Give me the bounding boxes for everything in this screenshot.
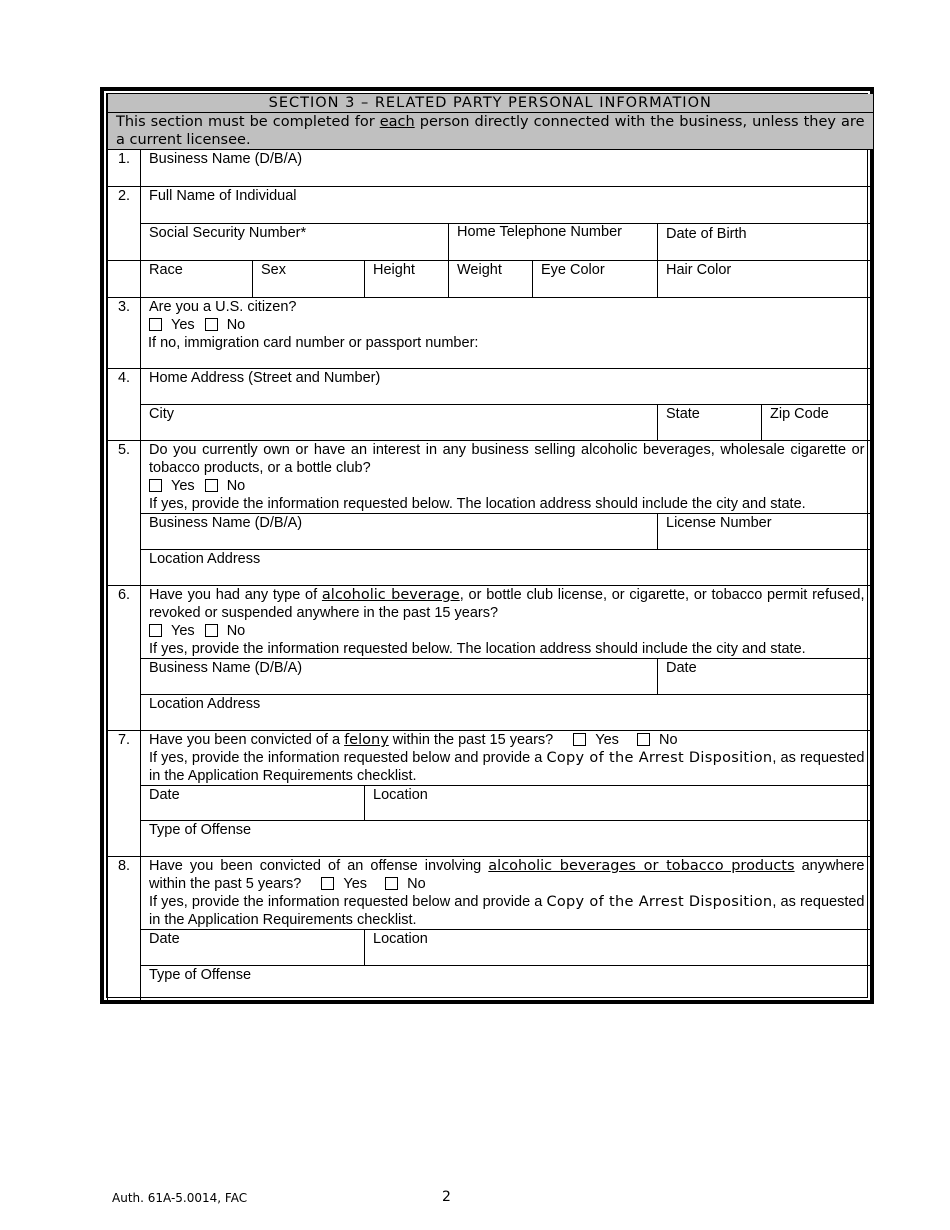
q8-yes-option[interactable] <box>321 875 367 893</box>
q6-number: 6. <box>108 586 141 731</box>
q5-question-block <box>141 441 873 514</box>
immigration-number-field[interactable]: If no, immigration card number or passport number: <box>148 335 479 351</box>
form-inner-border <box>106 93 868 998</box>
eye-color-field[interactable]: Eye Color <box>533 261 658 298</box>
q8-yes-checkbox[interactable] <box>321 877 334 890</box>
q5-yes-checkbox[interactable] <box>149 479 162 492</box>
q7-no-checkbox[interactable] <box>637 733 650 746</box>
sex-field[interactable]: Sex <box>253 261 365 298</box>
q7-no-label: No <box>658 732 678 748</box>
citizenship-question <box>141 298 873 369</box>
q6-question-emphasis: alcoholic beverage <box>321 587 460 603</box>
section-desc-text: This section must be completed for <box>116 114 380 130</box>
q7-yes-option[interactable] <box>573 731 619 749</box>
q8-location-field[interactable]: Location <box>365 930 873 966</box>
q7-date-field[interactable]: Date <box>141 786 365 821</box>
q7-question-line <box>149 731 865 749</box>
dob-field[interactable] <box>658 224 873 261</box>
city-field[interactable]: City <box>141 405 658 441</box>
q5-followup: If yes, provide the information requested below. The location address should include the city and state. <box>149 496 806 512</box>
business-name-field[interactable]: Business Name (D/B/A) <box>141 150 873 187</box>
q4-number: 4. <box>108 369 141 441</box>
q8-number: 8. <box>108 857 141 1003</box>
q8-question-text <box>149 857 865 893</box>
q8-no-label: No <box>407 876 426 892</box>
q6-followup: If yes, provide the information requested below. The location address should include the city and state. <box>149 641 806 657</box>
q6-location-address-field[interactable]: Location Address <box>141 695 873 731</box>
q8-offense-type-field[interactable]: Type of Offense <box>141 966 873 1003</box>
q6-question-end: , or bottle club license, or cigarette, or tobacco permit refused, revoked or suspended anywhere in the past 15 years? <box>149 587 865 621</box>
q7-offense-type-field[interactable]: Type of Offense <box>141 821 873 857</box>
q5-number: 5. <box>108 441 141 586</box>
hair-color-field[interactable]: Hair Color <box>658 261 873 298</box>
footer-authority: Auth. 61A-5.0014, FAC <box>112 1191 248 1205</box>
q2-continuation <box>108 261 141 298</box>
q8-date-field[interactable]: Date <box>141 930 365 966</box>
q7-location-field[interactable]: Location <box>365 786 873 821</box>
q8-followup-start: If yes, provide the information requested below and provide a <box>149 894 547 910</box>
q7-question-emphasis: felony <box>344 732 389 748</box>
q6-business-name-field[interactable]: Business Name (D/B/A) <box>141 659 658 695</box>
q8-question-block <box>141 857 873 930</box>
q3-number: 3. <box>108 298 141 369</box>
page-number: 2 <box>442 1189 451 1205</box>
q8-question-emphasis: alcoholic beverages or tobacco products <box>488 858 795 874</box>
q1-number: 1. <box>108 150 141 187</box>
q8-followup-end: , as requested in the Application Requirements checklist. <box>149 894 865 928</box>
citizen-no-option[interactable] <box>205 316 246 334</box>
q5-yes-option[interactable] <box>149 477 195 495</box>
q8-yes-label: Yes <box>343 876 368 892</box>
q7-followup-end: , as requested in the Application Requirements checklist. <box>149 750 865 784</box>
q8-question-end: anywhere within the past 5 years? <box>149 858 865 892</box>
q6-yes-option[interactable] <box>149 622 195 640</box>
q5-question-text: Do you currently own or have an interest in any business selling alcoholic beverages, wholesale cigarette or tobacco products, or a bottle club? <box>149 442 865 476</box>
q7-followup-emphasis: Copy of the Arrest Disposition <box>546 750 773 766</box>
race-field[interactable]: Race <box>141 261 253 298</box>
section-description <box>108 113 873 150</box>
q5-location-address-field[interactable]: Location Address <box>141 550 873 586</box>
citizen-yes-label: Yes <box>171 317 195 333</box>
q7-followup-start: If yes, provide the information requested below and provide a <box>149 750 547 766</box>
zip-code-field[interactable]: Zip Code <box>762 405 873 441</box>
form-frame <box>100 87 874 1004</box>
q5-yes-label: Yes <box>171 478 195 494</box>
q5-business-name-field[interactable]: Business Name (D/B/A) <box>141 514 658 550</box>
citizen-no-checkbox[interactable] <box>205 318 218 331</box>
ssn-field[interactable]: Social Security Number* <box>141 224 449 261</box>
citizen-yes-option[interactable] <box>149 316 195 334</box>
q8-no-checkbox[interactable] <box>385 877 398 890</box>
q5-license-number-field[interactable]: License Number <box>658 514 873 550</box>
q7-question-block <box>141 731 873 786</box>
q8-question-start: Have you been convicted of an offense involving <box>149 858 489 874</box>
q6-yes-label: Yes <box>171 623 195 639</box>
dob-label: Date of Birth <box>666 226 747 242</box>
state-field[interactable]: State <box>658 405 762 441</box>
q6-no-checkbox[interactable] <box>205 624 218 637</box>
q8-followup-emphasis: Copy of the Arrest Disposition <box>546 894 773 910</box>
q5-no-checkbox[interactable] <box>205 479 218 492</box>
q6-yes-checkbox[interactable] <box>149 624 162 637</box>
section-title: SECTION 3 – RELATED PARTY PERSONAL INFORMATION <box>108 94 873 113</box>
q6-no-option[interactable] <box>205 622 246 640</box>
section-desc-emphasis: each <box>379 114 415 130</box>
related-party-form <box>107 94 873 1003</box>
weight-field[interactable]: Weight <box>449 261 533 298</box>
citizen-yes-checkbox[interactable] <box>149 318 162 331</box>
height-field[interactable]: Height <box>365 261 449 298</box>
full-name-field[interactable]: Full Name of Individual <box>141 187 873 224</box>
home-phone-field[interactable]: Home Telephone Number <box>449 224 658 261</box>
q6-question-start: Have you had any type of <box>149 587 322 603</box>
q6-date-field[interactable]: Date <box>658 659 873 695</box>
q5-options <box>149 477 865 495</box>
q6-no-label: No <box>226 623 246 639</box>
q6-options <box>149 622 865 640</box>
citizen-no-label: No <box>226 317 246 333</box>
q5-no-option[interactable] <box>205 477 246 495</box>
citizenship-options <box>149 316 865 334</box>
q7-question-start: Have you been convicted of a <box>149 732 345 748</box>
q7-yes-label: Yes <box>595 732 619 748</box>
q5-no-label: No <box>226 478 246 494</box>
q7-yes-checkbox[interactable] <box>573 733 586 746</box>
q7-question-end: within the past 15 years? <box>388 732 554 748</box>
home-address-field[interactable]: Home Address (Street and Number) <box>141 369 873 405</box>
q7-number: 7. <box>108 731 141 857</box>
q7-no-option[interactable] <box>637 731 678 749</box>
q7-followup <box>149 749 865 785</box>
q2-number: 2. <box>108 187 141 261</box>
section-desc-text-end: person directly connected with the business, unless they are a current licensee. <box>116 114 865 148</box>
citizenship-question-text: Are you a U.S. citizen? <box>149 299 297 315</box>
q6-question-text <box>149 586 865 622</box>
q6-question-block <box>141 586 873 659</box>
q8-no-option[interactable] <box>385 875 426 893</box>
q8-followup <box>149 893 865 929</box>
